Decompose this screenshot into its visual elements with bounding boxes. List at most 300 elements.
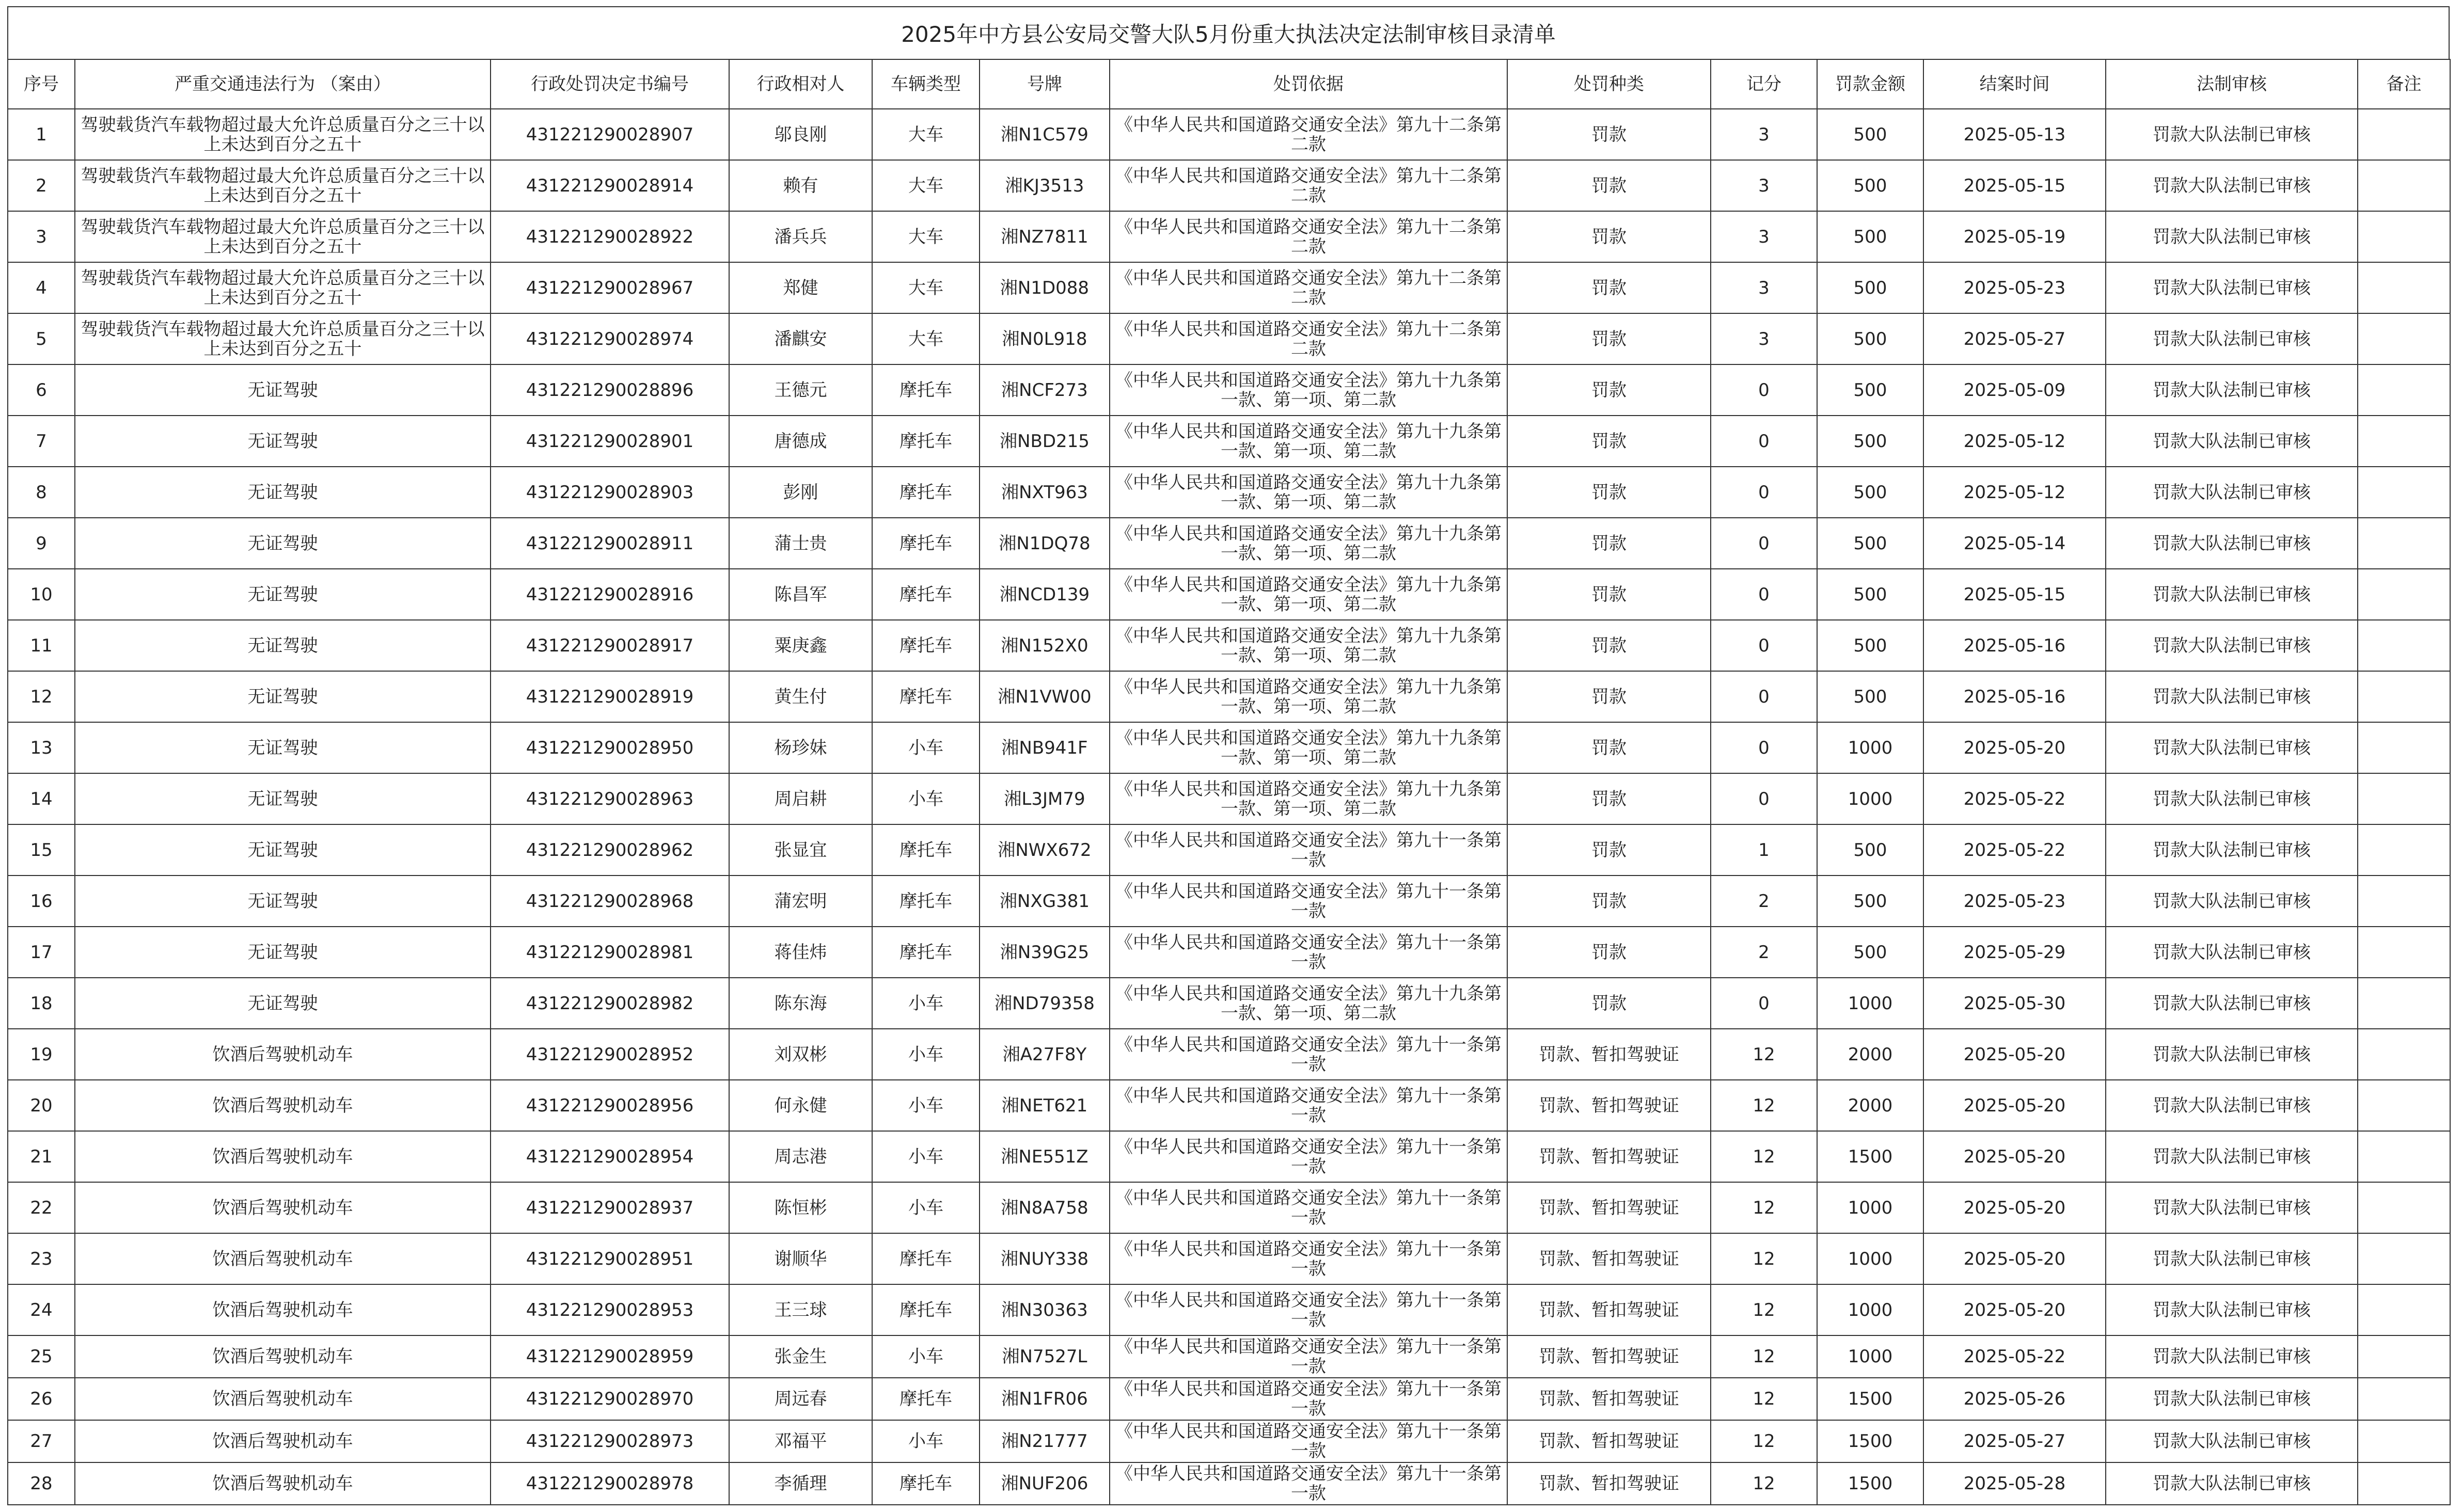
cell-close-date[interactable]: 2025-05-20 bbox=[1923, 1284, 2106, 1335]
cell-decision-no[interactable]: 431221290028917 bbox=[491, 620, 729, 671]
cell-legal-review[interactable]: 罚款大队法制已审核 bbox=[2106, 824, 2358, 876]
cell-points[interactable]: 0 bbox=[1711, 978, 1817, 1029]
cell-decision-no[interactable]: 431221290028903 bbox=[491, 467, 729, 518]
header-legal-review[interactable]: 法制审核 bbox=[2106, 59, 2358, 109]
cell-basis[interactable]: 《中华人民共和国道路交通安全法》第九十一条第一款 bbox=[1110, 1029, 1507, 1080]
cell-vehicle-type[interactable]: 摩托车 bbox=[872, 671, 980, 722]
cell-seq[interactable]: 26 bbox=[8, 1378, 75, 1420]
cell-violation[interactable]: 无证驾驶 bbox=[75, 671, 491, 722]
cell-penalty-type[interactable]: 罚款、暂扣驾驶证 bbox=[1507, 1029, 1711, 1080]
cell-close-date[interactable]: 2025-05-19 bbox=[1923, 211, 2106, 262]
cell-plate[interactable]: 湘N0L918 bbox=[980, 313, 1110, 364]
header-penalty-type[interactable]: 处罚种类 bbox=[1507, 59, 1711, 109]
cell-points[interactable]: 2 bbox=[1711, 927, 1817, 978]
cell-penalty-type[interactable]: 罚款、暂扣驾驶证 bbox=[1507, 1182, 1711, 1233]
cell-legal-review[interactable]: 罚款大队法制已审核 bbox=[2106, 1080, 2358, 1131]
cell-legal-review[interactable]: 罚款大队法制已审核 bbox=[2106, 109, 2358, 160]
cell-basis[interactable]: 《中华人民共和国道路交通安全法》第九十一条第一款 bbox=[1110, 1182, 1507, 1233]
cell-fine[interactable]: 1000 bbox=[1817, 1335, 1923, 1378]
cell-seq[interactable]: 6 bbox=[8, 364, 75, 416]
cell-violation[interactable]: 无证驾驶 bbox=[75, 927, 491, 978]
cell-plate[interactable]: 湘N1DQ78 bbox=[980, 518, 1110, 569]
cell-party[interactable]: 赖有 bbox=[729, 160, 872, 211]
cell-fine[interactable]: 1000 bbox=[1817, 1233, 1923, 1284]
cell-plate[interactable]: 湘NET621 bbox=[980, 1080, 1110, 1131]
cell-points[interactable]: 12 bbox=[1711, 1420, 1817, 1462]
cell-plate[interactable]: 湘N1C579 bbox=[980, 109, 1110, 160]
cell-party[interactable]: 周启耕 bbox=[729, 773, 872, 824]
cell-seq[interactable]: 14 bbox=[8, 773, 75, 824]
cell-basis[interactable]: 《中华人民共和国道路交通安全法》第九十九条第一款、第一项、第二款 bbox=[1110, 978, 1507, 1029]
cell-fine[interactable]: 1000 bbox=[1817, 773, 1923, 824]
cell-violation[interactable]: 饮酒后驾驶机动车 bbox=[75, 1420, 491, 1462]
cell-points[interactable]: 0 bbox=[1711, 773, 1817, 824]
cell-remarks[interactable] bbox=[2358, 109, 2450, 160]
cell-points[interactable]: 12 bbox=[1711, 1378, 1817, 1420]
cell-points[interactable]: 3 bbox=[1711, 313, 1817, 364]
cell-fine[interactable]: 1000 bbox=[1817, 1284, 1923, 1335]
cell-seq[interactable]: 23 bbox=[8, 1233, 75, 1284]
cell-penalty-type[interactable]: 罚款、暂扣驾驶证 bbox=[1507, 1284, 1711, 1335]
cell-vehicle-type[interactable]: 小车 bbox=[872, 1420, 980, 1462]
cell-points[interactable]: 12 bbox=[1711, 1284, 1817, 1335]
cell-legal-review[interactable]: 罚款大队法制已审核 bbox=[2106, 364, 2358, 416]
cell-remarks[interactable] bbox=[2358, 1029, 2450, 1080]
cell-fine[interactable]: 500 bbox=[1817, 620, 1923, 671]
cell-decision-no[interactable]: 431221290028959 bbox=[491, 1335, 729, 1378]
cell-decision-no[interactable]: 431221290028919 bbox=[491, 671, 729, 722]
cell-party[interactable]: 陈恒彬 bbox=[729, 1182, 872, 1233]
cell-points[interactable]: 0 bbox=[1711, 671, 1817, 722]
cell-party[interactable]: 刘双彬 bbox=[729, 1029, 872, 1080]
header-plate[interactable]: 号牌 bbox=[980, 59, 1110, 109]
cell-legal-review[interactable]: 罚款大队法制已审核 bbox=[2106, 978, 2358, 1029]
cell-seq[interactable]: 21 bbox=[8, 1131, 75, 1182]
cell-decision-no[interactable]: 431221290028962 bbox=[491, 824, 729, 876]
cell-penalty-type[interactable]: 罚款、暂扣驾驶证 bbox=[1507, 1462, 1711, 1505]
cell-close-date[interactable]: 2025-05-15 bbox=[1923, 569, 2106, 620]
cell-seq[interactable]: 13 bbox=[8, 722, 75, 773]
cell-seq[interactable]: 11 bbox=[8, 620, 75, 671]
cell-plate[interactable]: 湘NUF206 bbox=[980, 1462, 1110, 1505]
cell-violation[interactable]: 饮酒后驾驶机动车 bbox=[75, 1335, 491, 1378]
cell-points[interactable]: 12 bbox=[1711, 1335, 1817, 1378]
cell-decision-no[interactable]: 431221290028922 bbox=[491, 211, 729, 262]
cell-basis[interactable]: 《中华人民共和国道路交通安全法》第九十一条第一款 bbox=[1110, 1284, 1507, 1335]
cell-vehicle-type[interactable]: 小车 bbox=[872, 722, 980, 773]
cell-close-date[interactable]: 2025-05-16 bbox=[1923, 620, 2106, 671]
cell-plate[interactable]: 湘N21777 bbox=[980, 1420, 1110, 1462]
cell-plate[interactable]: 湘NCF273 bbox=[980, 364, 1110, 416]
cell-close-date[interactable]: 2025-05-16 bbox=[1923, 671, 2106, 722]
cell-points[interactable]: 12 bbox=[1711, 1131, 1817, 1182]
cell-close-date[interactable]: 2025-05-27 bbox=[1923, 1420, 2106, 1462]
cell-party[interactable]: 李循理 bbox=[729, 1462, 872, 1505]
cell-fine[interactable]: 2000 bbox=[1817, 1080, 1923, 1131]
cell-points[interactable]: 0 bbox=[1711, 364, 1817, 416]
cell-legal-review[interactable]: 罚款大队法制已审核 bbox=[2106, 313, 2358, 364]
cell-points[interactable]: 0 bbox=[1711, 569, 1817, 620]
cell-fine[interactable]: 1000 bbox=[1817, 722, 1923, 773]
cell-plate[interactable]: 湘L3JM79 bbox=[980, 773, 1110, 824]
cell-violation[interactable]: 饮酒后驾驶机动车 bbox=[75, 1131, 491, 1182]
cell-violation[interactable]: 饮酒后驾驶机动车 bbox=[75, 1182, 491, 1233]
cell-decision-no[interactable]: 431221290028954 bbox=[491, 1131, 729, 1182]
cell-vehicle-type[interactable]: 摩托车 bbox=[872, 569, 980, 620]
cell-party[interactable]: 邓福平 bbox=[729, 1420, 872, 1462]
cell-penalty-type[interactable]: 罚款 bbox=[1507, 927, 1711, 978]
cell-vehicle-type[interactable]: 摩托车 bbox=[872, 518, 980, 569]
cell-close-date[interactable]: 2025-05-23 bbox=[1923, 262, 2106, 313]
cell-remarks[interactable] bbox=[2358, 1233, 2450, 1284]
cell-plate[interactable]: 湘N1D088 bbox=[980, 262, 1110, 313]
cell-vehicle-type[interactable]: 大车 bbox=[872, 313, 980, 364]
cell-fine[interactable]: 1500 bbox=[1817, 1420, 1923, 1462]
cell-seq[interactable]: 16 bbox=[8, 876, 75, 927]
cell-close-date[interactable]: 2025-05-20 bbox=[1923, 1029, 2106, 1080]
cell-fine[interactable]: 500 bbox=[1817, 569, 1923, 620]
cell-violation[interactable]: 无证驾驶 bbox=[75, 518, 491, 569]
cell-fine[interactable]: 1500 bbox=[1817, 1378, 1923, 1420]
cell-vehicle-type[interactable]: 小车 bbox=[872, 1029, 980, 1080]
cell-close-date[interactable]: 2025-05-12 bbox=[1923, 467, 2106, 518]
cell-violation[interactable]: 无证驾驶 bbox=[75, 364, 491, 416]
cell-legal-review[interactable]: 罚款大队法制已审核 bbox=[2106, 211, 2358, 262]
cell-vehicle-type[interactable]: 摩托车 bbox=[872, 467, 980, 518]
cell-remarks[interactable] bbox=[2358, 1182, 2450, 1233]
cell-vehicle-type[interactable]: 小车 bbox=[872, 1335, 980, 1378]
cell-vehicle-type[interactable]: 大车 bbox=[872, 160, 980, 211]
cell-points[interactable]: 3 bbox=[1711, 262, 1817, 313]
cell-plate[interactable]: 湘N39G25 bbox=[980, 927, 1110, 978]
cell-violation[interactable]: 无证驾驶 bbox=[75, 569, 491, 620]
cell-penalty-type[interactable]: 罚款 bbox=[1507, 211, 1711, 262]
cell-vehicle-type[interactable]: 小车 bbox=[872, 978, 980, 1029]
cell-points[interactable]: 12 bbox=[1711, 1080, 1817, 1131]
cell-vehicle-type[interactable]: 大车 bbox=[872, 109, 980, 160]
cell-penalty-type[interactable]: 罚款、暂扣驾驶证 bbox=[1507, 1233, 1711, 1284]
cell-basis[interactable]: 《中华人民共和国道路交通安全法》第九十一条第一款 bbox=[1110, 876, 1507, 927]
cell-seq[interactable]: 19 bbox=[8, 1029, 75, 1080]
cell-vehicle-type[interactable]: 小车 bbox=[872, 1080, 980, 1131]
cell-plate[interactable]: 湘N7527L bbox=[980, 1335, 1110, 1378]
cell-vehicle-type[interactable]: 摩托车 bbox=[872, 1233, 980, 1284]
cell-legal-review[interactable]: 罚款大队法制已审核 bbox=[2106, 1233, 2358, 1284]
cell-decision-no[interactable]: 431221290028970 bbox=[491, 1378, 729, 1420]
cell-party[interactable]: 王德元 bbox=[729, 364, 872, 416]
cell-violation[interactable]: 无证驾驶 bbox=[75, 978, 491, 1029]
cell-plate[interactable]: 湘NZ7811 bbox=[980, 211, 1110, 262]
cell-close-date[interactable]: 2025-05-28 bbox=[1923, 1462, 2106, 1505]
cell-legal-review[interactable]: 罚款大队法制已审核 bbox=[2106, 518, 2358, 569]
cell-legal-review[interactable]: 罚款大队法制已审核 bbox=[2106, 722, 2358, 773]
cell-violation[interactable]: 饮酒后驾驶机动车 bbox=[75, 1029, 491, 1080]
cell-seq[interactable]: 22 bbox=[8, 1182, 75, 1233]
cell-violation[interactable]: 无证驾驶 bbox=[75, 467, 491, 518]
cell-basis[interactable]: 《中华人民共和国道路交通安全法》第九十九条第一款、第一项、第二款 bbox=[1110, 467, 1507, 518]
cell-violation[interactable]: 驾驶载货汽车载物超过最大允许总质量百分之三十以上未达到百分之五十 bbox=[75, 313, 491, 364]
cell-fine[interactable]: 500 bbox=[1817, 927, 1923, 978]
cell-remarks[interactable] bbox=[2358, 160, 2450, 211]
cell-decision-no[interactable]: 431221290028963 bbox=[491, 773, 729, 824]
cell-points[interactable]: 12 bbox=[1711, 1462, 1817, 1505]
cell-close-date[interactable]: 2025-05-23 bbox=[1923, 876, 2106, 927]
cell-points[interactable]: 0 bbox=[1711, 416, 1817, 467]
cell-remarks[interactable] bbox=[2358, 927, 2450, 978]
cell-basis[interactable]: 《中华人民共和国道路交通安全法》第九十二条第二款 bbox=[1110, 160, 1507, 211]
header-party[interactable]: 行政相对人 bbox=[729, 59, 872, 109]
cell-decision-no[interactable]: 431221290028951 bbox=[491, 1233, 729, 1284]
cell-plate[interactable]: 湘N152X0 bbox=[980, 620, 1110, 671]
cell-party[interactable]: 唐德成 bbox=[729, 416, 872, 467]
cell-decision-no[interactable]: 431221290028967 bbox=[491, 262, 729, 313]
cell-penalty-type[interactable]: 罚款 bbox=[1507, 364, 1711, 416]
cell-decision-no[interactable]: 431221290028981 bbox=[491, 927, 729, 978]
cell-basis[interactable]: 《中华人民共和国道路交通安全法》第九十一条第一款 bbox=[1110, 1420, 1507, 1462]
cell-fine[interactable]: 1000 bbox=[1817, 978, 1923, 1029]
cell-basis[interactable]: 《中华人民共和国道路交通安全法》第九十一条第一款 bbox=[1110, 1462, 1507, 1505]
cell-vehicle-type[interactable]: 小车 bbox=[872, 773, 980, 824]
cell-basis[interactable]: 《中华人民共和国道路交通安全法》第九十一条第一款 bbox=[1110, 1080, 1507, 1131]
cell-decision-no[interactable]: 431221290028907 bbox=[491, 109, 729, 160]
cell-plate[interactable]: 湘NXG381 bbox=[980, 876, 1110, 927]
cell-decision-no[interactable]: 431221290028950 bbox=[491, 722, 729, 773]
cell-legal-review[interactable]: 罚款大队法制已审核 bbox=[2106, 1284, 2358, 1335]
header-remarks[interactable]: 备注 bbox=[2358, 59, 2450, 109]
header-close-date[interactable]: 结案时间 bbox=[1923, 59, 2106, 109]
cell-plate[interactable]: 湘N30363 bbox=[980, 1284, 1110, 1335]
cell-legal-review[interactable]: 罚款大队法制已审核 bbox=[2106, 1462, 2358, 1505]
cell-remarks[interactable] bbox=[2358, 671, 2450, 722]
cell-seq[interactable]: 8 bbox=[8, 467, 75, 518]
cell-seq[interactable]: 1 bbox=[8, 109, 75, 160]
cell-vehicle-type[interactable]: 摩托车 bbox=[872, 620, 980, 671]
cell-plate[interactable]: 湘NUY338 bbox=[980, 1233, 1110, 1284]
cell-party[interactable]: 彭刚 bbox=[729, 467, 872, 518]
cell-penalty-type[interactable]: 罚款 bbox=[1507, 978, 1711, 1029]
cell-vehicle-type[interactable]: 摩托车 bbox=[872, 876, 980, 927]
cell-legal-review[interactable]: 罚款大队法制已审核 bbox=[2106, 1182, 2358, 1233]
cell-close-date[interactable]: 2025-05-20 bbox=[1923, 1131, 2106, 1182]
cell-close-date[interactable]: 2025-05-22 bbox=[1923, 1335, 2106, 1378]
cell-decision-no[interactable]: 431221290028982 bbox=[491, 978, 729, 1029]
cell-seq[interactable]: 9 bbox=[8, 518, 75, 569]
cell-close-date[interactable]: 2025-05-20 bbox=[1923, 1080, 2106, 1131]
cell-close-date[interactable]: 2025-05-22 bbox=[1923, 824, 2106, 876]
cell-violation[interactable]: 无证驾驶 bbox=[75, 620, 491, 671]
cell-remarks[interactable] bbox=[2358, 262, 2450, 313]
cell-party[interactable]: 黄生付 bbox=[729, 671, 872, 722]
cell-violation[interactable]: 无证驾驶 bbox=[75, 824, 491, 876]
cell-basis[interactable]: 《中华人民共和国道路交通安全法》第九十一条第一款 bbox=[1110, 1131, 1507, 1182]
cell-plate[interactable]: 湘N1FR06 bbox=[980, 1378, 1110, 1420]
cell-remarks[interactable] bbox=[2358, 876, 2450, 927]
cell-fine[interactable]: 500 bbox=[1817, 160, 1923, 211]
cell-seq[interactable]: 3 bbox=[8, 211, 75, 262]
cell-legal-review[interactable]: 罚款大队法制已审核 bbox=[2106, 1420, 2358, 1462]
cell-seq[interactable]: 2 bbox=[8, 160, 75, 211]
header-basis[interactable]: 处罚依据 bbox=[1110, 59, 1507, 109]
cell-basis[interactable]: 《中华人民共和国道路交通安全法》第九十一条第一款 bbox=[1110, 824, 1507, 876]
cell-penalty-type[interactable]: 罚款 bbox=[1507, 824, 1711, 876]
cell-decision-no[interactable]: 431221290028937 bbox=[491, 1182, 729, 1233]
cell-legal-review[interactable]: 罚款大队法制已审核 bbox=[2106, 876, 2358, 927]
cell-vehicle-type[interactable]: 大车 bbox=[872, 262, 980, 313]
cell-violation[interactable]: 驾驶载货汽车载物超过最大允许总质量百分之三十以上未达到百分之五十 bbox=[75, 211, 491, 262]
cell-penalty-type[interactable]: 罚款 bbox=[1507, 671, 1711, 722]
cell-decision-no[interactable]: 431221290028974 bbox=[491, 313, 729, 364]
cell-violation[interactable]: 饮酒后驾驶机动车 bbox=[75, 1378, 491, 1420]
cell-remarks[interactable] bbox=[2358, 1284, 2450, 1335]
cell-violation[interactable]: 饮酒后驾驶机动车 bbox=[75, 1462, 491, 1505]
cell-close-date[interactable]: 2025-05-26 bbox=[1923, 1378, 2106, 1420]
cell-violation[interactable]: 无证驾驶 bbox=[75, 416, 491, 467]
cell-close-date[interactable]: 2025-05-30 bbox=[1923, 978, 2106, 1029]
cell-remarks[interactable] bbox=[2358, 620, 2450, 671]
cell-basis[interactable]: 《中华人民共和国道路交通安全法》第九十一条第一款 bbox=[1110, 927, 1507, 978]
cell-points[interactable]: 12 bbox=[1711, 1233, 1817, 1284]
cell-legal-review[interactable]: 罚款大队法制已审核 bbox=[2106, 416, 2358, 467]
cell-points[interactable]: 2 bbox=[1711, 876, 1817, 927]
cell-vehicle-type[interactable]: 摩托车 bbox=[872, 927, 980, 978]
cell-vehicle-type[interactable]: 摩托车 bbox=[872, 416, 980, 467]
cell-decision-no[interactable]: 431221290028973 bbox=[491, 1420, 729, 1462]
cell-penalty-type[interactable]: 罚款 bbox=[1507, 109, 1711, 160]
cell-fine[interactable]: 500 bbox=[1817, 876, 1923, 927]
cell-points[interactable]: 0 bbox=[1711, 620, 1817, 671]
cell-close-date[interactable]: 2025-05-12 bbox=[1923, 416, 2106, 467]
header-seq[interactable]: 序号 bbox=[8, 59, 75, 109]
cell-violation[interactable]: 驾驶载货汽车载物超过最大允许总质量百分之三十以上未达到百分之五十 bbox=[75, 262, 491, 313]
cell-basis[interactable]: 《中华人民共和国道路交通安全法》第九十九条第一款、第一项、第二款 bbox=[1110, 364, 1507, 416]
cell-points[interactable]: 12 bbox=[1711, 1029, 1817, 1080]
cell-points[interactable]: 3 bbox=[1711, 160, 1817, 211]
cell-party[interactable]: 周志港 bbox=[729, 1131, 872, 1182]
cell-basis[interactable]: 《中华人民共和国道路交通安全法》第九十二条第二款 bbox=[1110, 313, 1507, 364]
cell-violation[interactable]: 饮酒后驾驶机动车 bbox=[75, 1284, 491, 1335]
cell-remarks[interactable] bbox=[2358, 416, 2450, 467]
cell-fine[interactable]: 500 bbox=[1817, 671, 1923, 722]
cell-penalty-type[interactable]: 罚款 bbox=[1507, 313, 1711, 364]
cell-fine[interactable]: 1500 bbox=[1817, 1462, 1923, 1505]
cell-fine[interactable]: 500 bbox=[1817, 262, 1923, 313]
cell-party[interactable]: 陈昌军 bbox=[729, 569, 872, 620]
header-points[interactable]: 记分 bbox=[1711, 59, 1817, 109]
cell-seq[interactable]: 4 bbox=[8, 262, 75, 313]
cell-plate[interactable]: 湘N1VW00 bbox=[980, 671, 1110, 722]
cell-penalty-type[interactable]: 罚款 bbox=[1507, 620, 1711, 671]
cell-points[interactable]: 12 bbox=[1711, 1182, 1817, 1233]
cell-penalty-type[interactable]: 罚款、暂扣驾驶证 bbox=[1507, 1335, 1711, 1378]
cell-remarks[interactable] bbox=[2358, 824, 2450, 876]
cell-plate[interactable]: 湘NWX672 bbox=[980, 824, 1110, 876]
cell-party[interactable]: 潘兵兵 bbox=[729, 211, 872, 262]
cell-fine[interactable]: 500 bbox=[1817, 518, 1923, 569]
cell-party[interactable]: 杨珍妹 bbox=[729, 722, 872, 773]
cell-close-date[interactable]: 2025-05-27 bbox=[1923, 313, 2106, 364]
cell-points[interactable]: 0 bbox=[1711, 722, 1817, 773]
cell-remarks[interactable] bbox=[2358, 1080, 2450, 1131]
cell-basis[interactable]: 《中华人民共和国道路交通安全法》第九十一条第一款 bbox=[1110, 1335, 1507, 1378]
cell-penalty-type[interactable]: 罚款、暂扣驾驶证 bbox=[1507, 1080, 1711, 1131]
cell-seq[interactable]: 27 bbox=[8, 1420, 75, 1462]
cell-legal-review[interactable]: 罚款大队法制已审核 bbox=[2106, 773, 2358, 824]
cell-basis[interactable]: 《中华人民共和国道路交通安全法》第九十九条第一款、第一项、第二款 bbox=[1110, 518, 1507, 569]
cell-basis[interactable]: 《中华人民共和国道路交通安全法》第九十九条第一款、第一项、第二款 bbox=[1110, 569, 1507, 620]
cell-seq[interactable]: 18 bbox=[8, 978, 75, 1029]
cell-basis[interactable]: 《中华人民共和国道路交通安全法》第九十一条第一款 bbox=[1110, 1378, 1507, 1420]
cell-points[interactable]: 0 bbox=[1711, 518, 1817, 569]
cell-remarks[interactable] bbox=[2358, 569, 2450, 620]
header-violation[interactable]: 严重交通违法行为 （案由） bbox=[75, 59, 491, 109]
cell-seq[interactable]: 17 bbox=[8, 927, 75, 978]
cell-decision-no[interactable]: 431221290028916 bbox=[491, 569, 729, 620]
cell-plate[interactable]: 湘A27F8Y bbox=[980, 1029, 1110, 1080]
cell-plate[interactable]: 湘NCD139 bbox=[980, 569, 1110, 620]
cell-vehicle-type[interactable]: 小车 bbox=[872, 1131, 980, 1182]
cell-basis[interactable]: 《中华人民共和国道路交通安全法》第九十二条第二款 bbox=[1110, 211, 1507, 262]
cell-legal-review[interactable]: 罚款大队法制已审核 bbox=[2106, 569, 2358, 620]
cell-party[interactable]: 蒲士贵 bbox=[729, 518, 872, 569]
cell-remarks[interactable] bbox=[2358, 1335, 2450, 1378]
cell-plate[interactable]: 湘N8A758 bbox=[980, 1182, 1110, 1233]
cell-violation[interactable]: 饮酒后驾驶机动车 bbox=[75, 1080, 491, 1131]
cell-party[interactable]: 陈东海 bbox=[729, 978, 872, 1029]
cell-remarks[interactable] bbox=[2358, 518, 2450, 569]
title-cell[interactable] bbox=[7, 6, 2450, 59]
cell-remarks[interactable] bbox=[2358, 978, 2450, 1029]
cell-basis[interactable]: 《中华人民共和国道路交通安全法》第九十九条第一款、第一项、第二款 bbox=[1110, 671, 1507, 722]
cell-remarks[interactable] bbox=[2358, 364, 2450, 416]
cell-seq[interactable]: 12 bbox=[8, 671, 75, 722]
cell-party[interactable]: 潘麒安 bbox=[729, 313, 872, 364]
cell-seq[interactable]: 7 bbox=[8, 416, 75, 467]
cell-fine[interactable]: 500 bbox=[1817, 313, 1923, 364]
cell-legal-review[interactable]: 罚款大队法制已审核 bbox=[2106, 927, 2358, 978]
cell-party[interactable]: 何永健 bbox=[729, 1080, 872, 1131]
cell-legal-review[interactable]: 罚款大队法制已审核 bbox=[2106, 620, 2358, 671]
cell-points[interactable]: 3 bbox=[1711, 211, 1817, 262]
cell-fine[interactable]: 1000 bbox=[1817, 1182, 1923, 1233]
cell-basis[interactable]: 《中华人民共和国道路交通安全法》第九十九条第一款、第一项、第二款 bbox=[1110, 773, 1507, 824]
cell-party[interactable]: 王三球 bbox=[729, 1284, 872, 1335]
cell-party[interactable]: 张显宜 bbox=[729, 824, 872, 876]
cell-decision-no[interactable]: 431221290028911 bbox=[491, 518, 729, 569]
cell-plate[interactable]: 湘NXT963 bbox=[980, 467, 1110, 518]
cell-remarks[interactable] bbox=[2358, 773, 2450, 824]
cell-vehicle-type[interactable]: 摩托车 bbox=[872, 824, 980, 876]
cell-penalty-type[interactable]: 罚款 bbox=[1507, 722, 1711, 773]
cell-remarks[interactable] bbox=[2358, 1378, 2450, 1420]
cell-seq[interactable]: 28 bbox=[8, 1462, 75, 1505]
cell-violation[interactable]: 无证驾驶 bbox=[75, 773, 491, 824]
cell-remarks[interactable] bbox=[2358, 1462, 2450, 1505]
cell-violation[interactable]: 无证驾驶 bbox=[75, 722, 491, 773]
cell-fine[interactable]: 500 bbox=[1817, 211, 1923, 262]
cell-close-date[interactable]: 2025-05-09 bbox=[1923, 364, 2106, 416]
cell-fine[interactable]: 500 bbox=[1817, 467, 1923, 518]
cell-remarks[interactable] bbox=[2358, 467, 2450, 518]
cell-seq[interactable]: 5 bbox=[8, 313, 75, 364]
cell-legal-review[interactable]: 罚款大队法制已审核 bbox=[2106, 160, 2358, 211]
cell-plate[interactable]: 湘ND79358 bbox=[980, 978, 1110, 1029]
cell-seq[interactable]: 10 bbox=[8, 569, 75, 620]
cell-remarks[interactable] bbox=[2358, 1131, 2450, 1182]
header-fine[interactable]: 罚款金额 bbox=[1817, 59, 1923, 109]
cell-party[interactable]: 蒋佳炜 bbox=[729, 927, 872, 978]
cell-plate[interactable]: 湘NBD215 bbox=[980, 416, 1110, 467]
cell-penalty-type[interactable]: 罚款 bbox=[1507, 518, 1711, 569]
